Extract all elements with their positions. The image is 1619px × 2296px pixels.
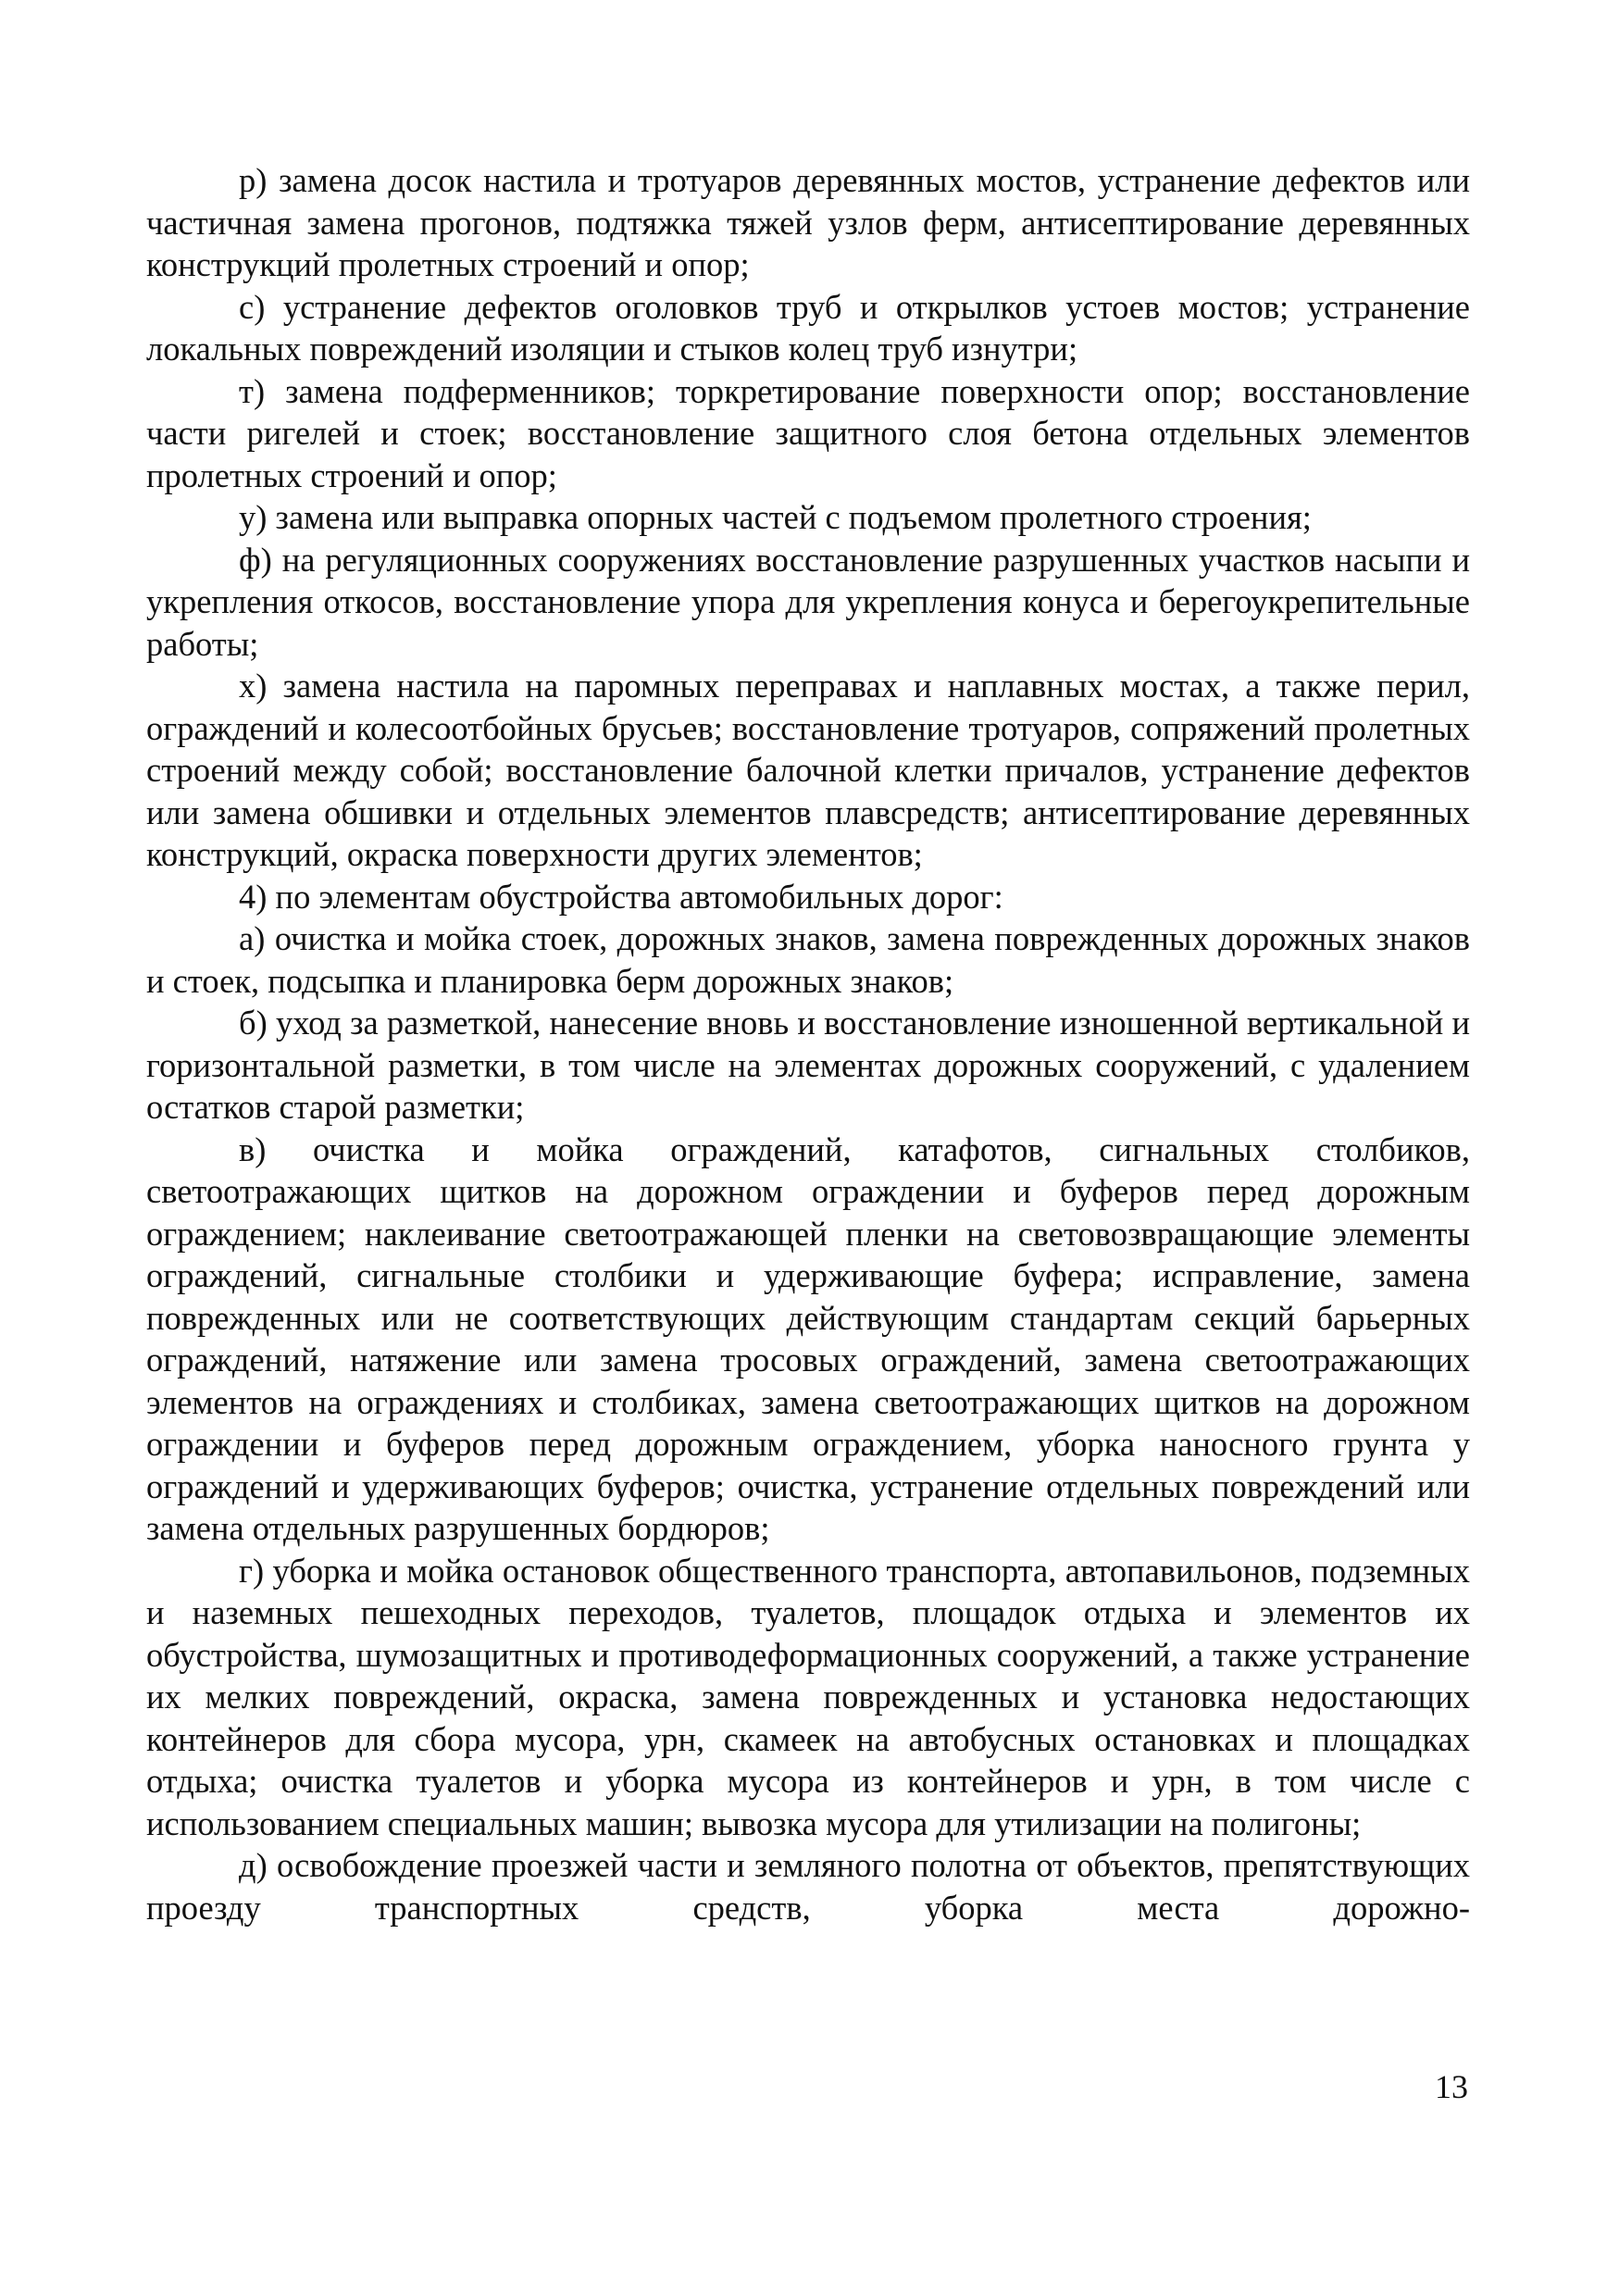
paragraph-s: с) устранение дефектов оголовков труб и открылков устоев мостов; устранение локальных повреждений изоляции и стыков колец труб изнутри; [146, 287, 1470, 368]
paragraph-u: у) замена или выправка опорных частей с подъемом пролетного строения; [239, 498, 1312, 536]
paragraph-f: ф) на регуляционных сооружениях восстановление разрушенных участков насыпи и укрепления откосов, восстановление упора для укрепления конуса и берегоукрепительные работы; [146, 540, 1470, 663]
paragraph-d: д) освобождение проезжей части и земляного полотна от объектов, препятствующих проезду транспортных средств, уборка места дорожно- [146, 1846, 1470, 1927]
section-heading-4: 4) по элементам обустройства автомобильных дорог: [239, 877, 1003, 916]
page-number: 13 [1435, 2068, 1468, 2105]
document-body [146, 159, 1470, 1928]
paragraph-g: г) уборка и мойка остановок общественного транспорта, автопавильонов, подземных и наземных пешеходных переходов, туалетов, площадок отдыха и элементов их обустройства, шумозащитных и противодеформационных сооружений, а также устранение их мелких повреждений, окраска, замена поврежденных и установка недостающих контейнеров для сбора мусора, урн, скамеек на автобусных остановках и площадках отдыха; очистка туалетов и уборка мусора из контейнеров и урн, в том числе с использованием специальных машин; вывозка мусора для утилизации на полигоны; [146, 1551, 1470, 1842]
paragraph-r: р) замена досок настила и тротуаров деревянных мостов, устранение дефектов или частичная замена прогонов, подтяжка тяжей узлов ферм, антисептирование деревянных конструкций пролетных строений и опор; [146, 161, 1470, 283]
paragraph-kh: х) замена настила на паромных переправах и наплавных мостах, а также перил, ограждений и колесоотбойных брусьев; восстановление тротуаров, сопряжений пролетных строений между собой; восстановление балочной клетки причалов, устранение дефектов или замена обшивки и отдельных элементов плавсредств; антисептирование деревянных конструкций, окраска поверхности других элементов; [146, 667, 1470, 873]
paragraph-v: в) очистка и мойка ограждений, катафотов, сигнальных столбиков, светоотражающих щитков на дорожном ограждении и буферов перед дорожным ограждением; наклеивание светоотражающей пленки на световозвращающие элементы ограждений, сигнальные столбики и удерживающие буфера; исправление, замена поврежденных или не соответствующих действующим стандартам секций барьерных ограждений, натяжение или замена тросовых ограждений, замена светоотражающих элементов на ограждениях и столбиках, замена светоотражающих щитков на дорожном ограждении и буферов перед дорожным ограждением, уборка наносного грунта у ограждений и удерживающих буферов; очистка, устранение отдельных повреждений или замена отдельных разрушенных бордюров; [146, 1129, 1470, 1547]
paragraph-t: т) замена подферменников; торкретирование поверхности опор; восстановление части ригелей и стоек; восстановление защитного слоя бетона отдельных элементов пролетных строений и опор; [146, 371, 1470, 494]
paragraph-b: б) уход за разметкой, нанесение вновь и восстановление изношенной вертикальной и горизонтальной разметки, в том числе на элементах дорожных сооружений, с удалением остатков старой разметки; [146, 1004, 1470, 1126]
paragraph-a: а) очистка и мойка стоек, дорожных знаков, замена поврежденных дорожных знаков и стоек, подсыпка и планировка берм дорожных знаков; [146, 919, 1470, 1000]
